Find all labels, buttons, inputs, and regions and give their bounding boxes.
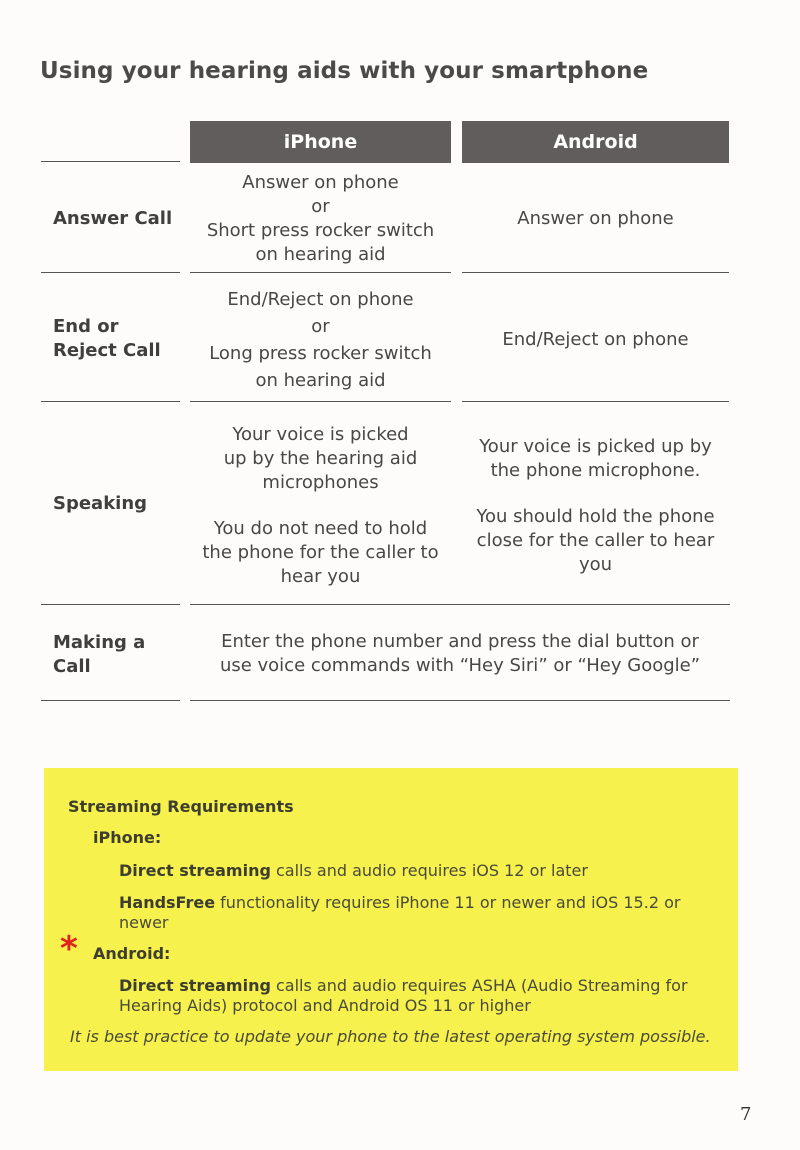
row-divider: [41, 700, 180, 701]
cell-line: Answer on phone: [517, 208, 674, 229]
cell-line: on hearing aid: [255, 370, 386, 391]
iphone-requirement-direct-streaming: [119, 861, 588, 881]
row-label-end-reject-call: [53, 315, 161, 363]
cell-line: End/Reject on phone: [502, 329, 689, 350]
label-line: Making a: [53, 632, 146, 653]
requirement-text-continued: Hearing Aids) protocol and Android OS 11 or higher: [119, 996, 531, 1015]
streaming-heading: Streaming Requirements: [68, 797, 294, 816]
row-label-making-a-call: [53, 631, 145, 679]
row-divider: [41, 272, 180, 273]
cell-line: microphones: [262, 472, 379, 493]
requirement-text: functionality requires iPhone 11 or newer and iOS 15.2 or: [215, 893, 681, 912]
making-call-both-cell: [190, 628, 730, 680]
android-subheading: Android:: [93, 944, 171, 963]
header-divider: [41, 161, 180, 162]
cell-line: Long press rocker switch: [209, 343, 432, 364]
requirement-text: calls and audio requires ASHA (Audio Streaming for: [270, 976, 688, 995]
answer-call-android-cell: [462, 170, 729, 268]
row-divider: [41, 604, 180, 605]
requirement-term: Direct streaming: [119, 976, 271, 995]
row-divider: [462, 272, 729, 273]
row-divider: [190, 604, 730, 605]
cell-line: Your voice is picked up by: [479, 436, 712, 457]
cell-line: on hearing aid: [255, 244, 386, 265]
android-column-header: Android: [462, 121, 729, 163]
cell-line: Short press rocker switch: [206, 220, 435, 241]
label-line: Call: [53, 656, 91, 677]
requirement-text: calls and audio requires iOS 12 or later: [270, 861, 588, 880]
cell-line: You do not need to hold: [213, 518, 428, 539]
cell-line: hear you: [280, 566, 361, 587]
row-label-answer-call: Answer Call: [53, 208, 173, 229]
speaking-iphone-cell: [190, 420, 451, 592]
cell-line: Answer on phone: [242, 172, 399, 193]
row-divider: [190, 401, 451, 402]
cell-line: the phone microphone.: [490, 460, 701, 481]
row-label-speaking: Speaking: [53, 493, 148, 514]
requirement-term: Direct streaming: [119, 861, 271, 880]
cell-line: End/Reject on phone: [227, 289, 414, 310]
cell-line: Enter the phone number and press the dial button or: [221, 631, 699, 652]
cell-line: up by the hearing aid: [223, 448, 418, 469]
end-call-iphone-cell: [190, 284, 451, 396]
label-line: End or: [53, 316, 119, 337]
cell-line: You should hold the phone: [476, 506, 715, 527]
cell-line: close for the caller to hear: [476, 530, 715, 551]
row-divider: [41, 401, 180, 402]
cell-line: or: [311, 196, 330, 217]
cell-line: you: [578, 554, 613, 575]
android-requirement-direct-streaming: [119, 976, 699, 1016]
cell-line: use voice commands with “Hey Siri” or “Hey Google”: [219, 655, 701, 676]
cell-line: the phone for the caller to: [202, 542, 439, 563]
row-divider: [190, 700, 730, 701]
requirement-text-continued: newer: [119, 913, 169, 932]
asterisk-marker: *: [60, 929, 78, 969]
answer-call-iphone-cell: [190, 170, 451, 268]
requirement-term: HandsFree: [119, 893, 216, 912]
iphone-subheading: iPhone:: [93, 828, 162, 847]
label-line: Reject Call: [53, 340, 161, 361]
end-call-android-cell: [462, 284, 729, 396]
row-divider: [190, 272, 451, 273]
cell-line: or: [311, 316, 330, 337]
cell-line: Your voice is picked: [232, 424, 409, 445]
best-practice-note: It is best practice to update your phone to the latest operating system possible.: [70, 1027, 711, 1046]
row-divider: [462, 401, 729, 402]
iphone-requirement-handsfree: [119, 893, 699, 933]
page-number: 7: [740, 1104, 752, 1125]
speaking-android-cell: [462, 432, 729, 580]
iphone-column-header: iPhone: [190, 121, 451, 163]
page-title: Using your hearing aids with your smartphone: [40, 58, 649, 84]
